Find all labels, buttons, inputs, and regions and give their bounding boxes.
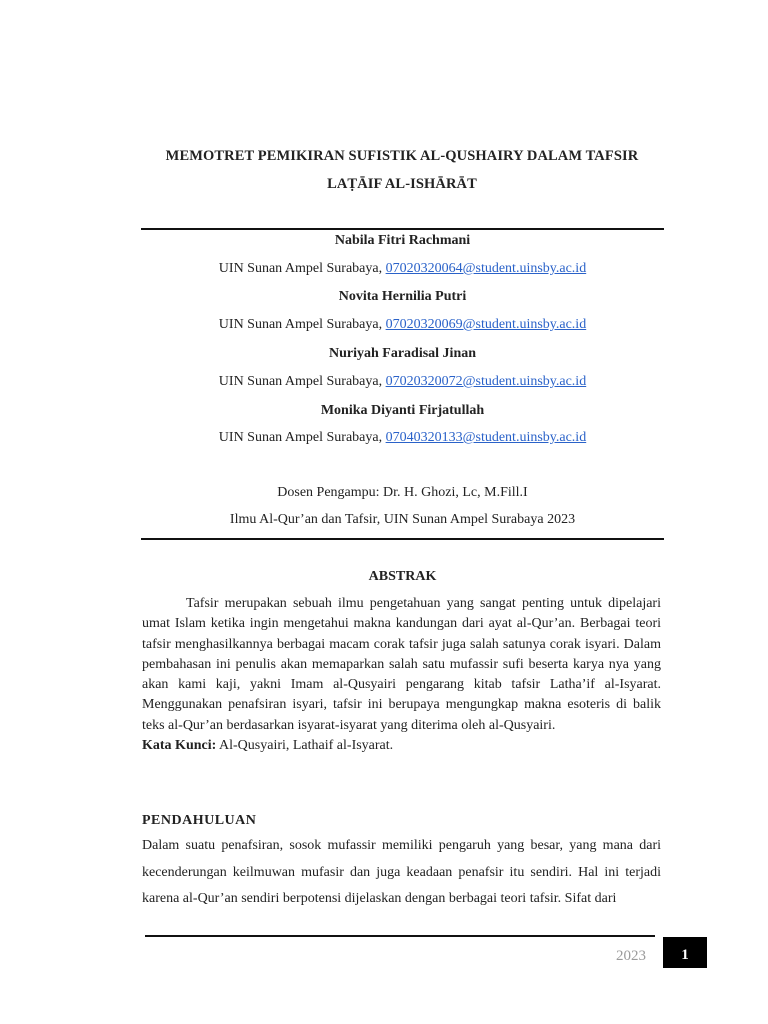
keywords-label: Kata Kunci:: [142, 738, 217, 754]
introduction-heading: PENDAHULUAN: [142, 813, 257, 828]
introduction-paragraph: Dalam suatu penafsiran, sosok mufassir memiliki pengaruh yang besar, yang mana dari kecenderungan keilmuwan mufasir dan juga keadaan penafsir itu sendiri. Hal ini terjadi karena al-Qur’an sendiri berpotensi dijelaskan dengan berbagai teori tafsir. Sifat dari: [142, 838, 661, 907]
author-email-link-1[interactable]: 07020320064@student.uinsby.ac.id: [385, 261, 587, 276]
author-name-3: Nuriyah Faradisal Jinan: [328, 346, 477, 361]
author-name-2: Novita Hernilia Putri: [338, 289, 467, 304]
keywords-line: [142, 736, 661, 756]
affiliation-text: UIN Sunan Ampel Surabaya,: [218, 317, 386, 332]
author-email-link-4[interactable]: 07040320133@student.uinsby.ac.id: [385, 430, 587, 445]
author-affiliation-3: [141, 374, 664, 390]
paper-title-line-1: MEMOTRET PEMIKIRAN SUFISTIK AL-QUSHAIRY DALAM TAFSIR: [165, 148, 639, 164]
header-rule-bottom: [141, 538, 664, 540]
author-email-link-3[interactable]: 07020320072@student.uinsby.ac.id: [385, 374, 587, 389]
supervisor-line: Dosen Pengampu: Dr. H. Ghozi, Lc, M.Fill.I: [277, 485, 528, 500]
author-affiliation-1: [141, 261, 664, 277]
affiliation-text: UIN Sunan Ampel Surabaya,: [218, 430, 386, 445]
author-name-4: Monika Diyanti Firjatullah: [320, 403, 485, 418]
author-affiliation-4: [141, 430, 664, 446]
affiliation-text: UIN Sunan Ampel Surabaya,: [218, 374, 386, 389]
paper-title-line-2: LAṬĀIF AL-ISHĀRĀT: [327, 176, 477, 192]
author-name-1: Nabila Fitri Rachmani: [334, 233, 471, 248]
footer-year: 2023: [616, 948, 646, 964]
header-rule-top: [141, 228, 664, 230]
abstract-section: [142, 594, 661, 756]
keywords-value: Al-Qusyairi, Lathaif al-Isyarat.: [216, 738, 394, 754]
author-affiliation-2: [141, 317, 664, 333]
abstract-paragraph: Tafsir merupakan sebuah ilmu pengetahuan yang sangat penting untuk dipelajari umat Islam ketika ingin mengetahui makna kandungan dari ayat al-Qur’an. Berbagai teori tafsir menghasilkannya berbagai macam corak tafsir juga salah satunya corak isyari. Dalam pembahasan ini penulis akan memaparkan salah satu mufassir sufi beserta karya nya yang akan kami kaji, yakni Imam al-Qusyairi pengarang kitab tafsir Latha’if al-Isyarat. Menggunakan penafsiran isyari, tafsir ini berupaya mengungkap makna esoteris di balik teks al-Qur’an berdasarkan isyarat-isyarat yang diterima oleh al-Qusyairi.: [142, 596, 661, 733]
abstract-heading: ABSTRAK: [368, 569, 437, 584]
author-email-link-2[interactable]: 07020320069@student.uinsby.ac.id: [385, 317, 587, 332]
department-line: Ilmu Al-Qur’an dan Tafsir, UIN Sunan Ampel Surabaya 2023: [229, 512, 576, 527]
footer-rule: [145, 935, 655, 937]
affiliation-text: UIN Sunan Ampel Surabaya,: [218, 261, 386, 276]
page-number-badge: 1: [663, 937, 707, 968]
